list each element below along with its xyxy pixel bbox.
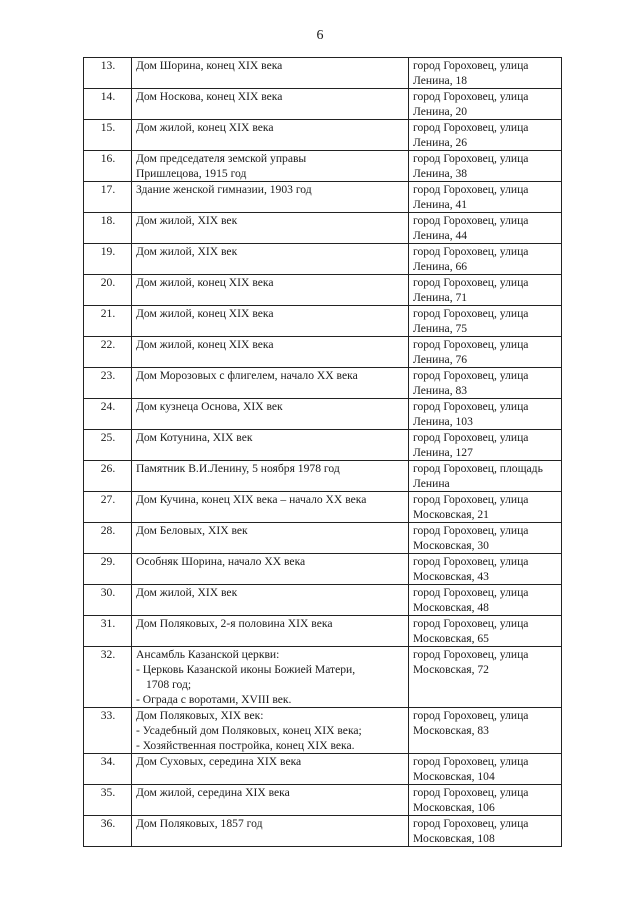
table-row [84, 754, 562, 785]
object-name-line: Дом жилой, конец XIX века [136, 307, 274, 320]
object-name-line: Дом жилой, XIX век [136, 586, 238, 599]
table-row [84, 616, 562, 647]
object-name-cell [132, 647, 409, 708]
object-address-cell [409, 368, 562, 399]
object-address-cell [409, 58, 562, 89]
row-number: 24. [84, 399, 132, 430]
table-row [84, 275, 562, 306]
object-address-cell [409, 492, 562, 523]
object-address-line: город Гороховец, улица [413, 586, 529, 599]
object-name-cell [132, 430, 409, 461]
object-address-line: город Гороховец, улица [413, 755, 529, 768]
object-name-line: Дом жилой, конец XIX века [136, 121, 274, 134]
object-name-cell [132, 368, 409, 399]
row-number: 17. [84, 182, 132, 213]
object-address-cell [409, 754, 562, 785]
table-row [84, 337, 562, 368]
object-name-line: Пришлецова, 1915 год [136, 167, 247, 180]
page-number: 6 [316, 28, 324, 43]
object-name-line: 1708 год; [146, 678, 192, 691]
table-row [84, 708, 562, 754]
object-name-cell [132, 616, 409, 647]
object-name-line: Ансамбль Казанской церкви: [136, 648, 280, 661]
object-address-line: Ленина, 66 [413, 260, 468, 273]
object-name-line: Дом Поляковых, 2-я половина XIX века [136, 617, 333, 630]
row-number: 26. [84, 461, 132, 492]
table-row [84, 368, 562, 399]
table-row [84, 151, 562, 182]
object-name-cell [132, 816, 409, 847]
table-row [84, 492, 562, 523]
object-address-line: город Гороховец, улица [413, 121, 529, 134]
object-name-line: Дом жилой, середина XIX века [136, 786, 290, 799]
object-address-line: город Гороховец, улица [413, 431, 529, 444]
table-body [84, 58, 562, 847]
table-row [84, 120, 562, 151]
object-name-cell [132, 89, 409, 120]
row-number: 13. [84, 58, 132, 89]
object-name-line: Дом Поляковых, XIX век: [136, 709, 264, 722]
object-name-cell [132, 399, 409, 430]
object-address-line: Московская, 43 [413, 570, 489, 583]
object-address-cell [409, 616, 562, 647]
object-name-line: Здание женской гимназии, 1903 год [136, 183, 312, 196]
object-name-cell [132, 213, 409, 244]
object-address-cell [409, 461, 562, 492]
object-address-line: Ленина, 71 [413, 291, 468, 304]
object-name-line: Дом Шорина, конец XIX века [136, 59, 283, 72]
object-address-line: город Гороховец, улица [413, 59, 529, 72]
table-row [84, 461, 562, 492]
object-address-cell [409, 275, 562, 306]
object-name-cell [132, 120, 409, 151]
row-number: 30. [84, 585, 132, 616]
object-address-line: город Гороховец, улица [413, 555, 529, 568]
object-address-line: Ленина, 44 [413, 229, 468, 242]
object-address-line: город Гороховец, улица [413, 90, 529, 103]
object-address-cell [409, 120, 562, 151]
object-address-line: город Гороховец, улица [413, 400, 529, 413]
object-address-line: Ленина [413, 477, 450, 490]
object-address-line: город Гороховец, улица [413, 524, 529, 537]
row-number: 23. [84, 368, 132, 399]
object-name-cell [132, 275, 409, 306]
object-name-cell [132, 708, 409, 754]
object-name-line: Памятник В.И.Ленину, 5 ноября 1978 год [136, 462, 340, 475]
row-number: 35. [84, 785, 132, 816]
object-address-line: Московская, 106 [413, 801, 495, 814]
object-address-line: город Гороховец, улица [413, 493, 529, 506]
object-address-cell [409, 399, 562, 430]
object-name-line: Дом Беловых, XIX век [136, 524, 248, 537]
object-address-line: город Гороховец, улица [413, 786, 529, 799]
object-address-line: город Гороховец, улица [413, 709, 529, 722]
row-number: 29. [84, 554, 132, 585]
object-address-line: Ленина, 20 [413, 105, 468, 118]
table-row [84, 58, 562, 89]
table-row [84, 430, 562, 461]
object-address-line: Ленина, 83 [413, 384, 468, 397]
object-address-line: Ленина, 41 [413, 198, 468, 211]
object-address-line: город Гороховец, улица [413, 369, 529, 382]
row-number: 14. [84, 89, 132, 120]
row-number: 18. [84, 213, 132, 244]
object-name-cell [132, 244, 409, 275]
object-address-line: город Гороховец, улица [413, 245, 529, 258]
object-address-cell [409, 708, 562, 754]
table-row [84, 89, 562, 120]
object-address-cell [409, 244, 562, 275]
object-name-line: Дом Кучина, конец XIX века – начало XX века [136, 493, 367, 506]
object-address-line: город Гороховец, площадь [413, 462, 543, 475]
object-address-line: город Гороховец, улица [413, 648, 529, 661]
object-address-line: Московская, 104 [413, 770, 495, 783]
object-name-line: - Ограда с воротами, XVIII век. [136, 693, 292, 706]
object-name-cell [132, 585, 409, 616]
object-address-cell [409, 151, 562, 182]
object-address-line: Ленина, 26 [413, 136, 468, 149]
object-address-cell [409, 213, 562, 244]
object-name-line: Дом Суховых, середина XIX века [136, 755, 302, 768]
object-address-line: Ленина, 103 [413, 415, 473, 428]
object-name-line: Дом председателя земской управы [136, 152, 307, 165]
row-number: 15. [84, 120, 132, 151]
object-address-cell [409, 785, 562, 816]
table-row [84, 554, 562, 585]
row-number: 19. [84, 244, 132, 275]
object-name-line: Дом Котунина, XIX век [136, 431, 253, 444]
object-name-line: - Церковь Казанской иконы Божией Матери, [136, 663, 356, 676]
table-row [84, 523, 562, 554]
object-address-line: город Гороховец, улица [413, 338, 529, 351]
object-address-cell [409, 337, 562, 368]
object-name-line: - Хозяйственная постройка, конец XIX века. [136, 739, 355, 752]
table-row [84, 244, 562, 275]
object-name-cell [132, 754, 409, 785]
object-address-line: Московская, 83 [413, 724, 489, 737]
object-address-line: Московская, 48 [413, 601, 489, 614]
row-number: 32. [84, 647, 132, 708]
object-address-line: Московская, 72 [413, 663, 489, 676]
row-number: 34. [84, 754, 132, 785]
object-address-line: Ленина, 38 [413, 167, 468, 180]
object-name-cell [132, 523, 409, 554]
row-number: 27. [84, 492, 132, 523]
object-name-cell [132, 337, 409, 368]
object-address-line: город Гороховец, улица [413, 183, 529, 196]
table-row [84, 816, 562, 847]
row-number: 36. [84, 816, 132, 847]
object-name-line: Дом жилой, XIX век [136, 245, 238, 258]
object-address-cell [409, 523, 562, 554]
table-row [84, 182, 562, 213]
object-name-line: Дом кузнеца Основа, XIX век [136, 400, 283, 413]
object-address-line: город Гороховец, улица [413, 214, 529, 227]
object-name-line: Особняк Шорина, начало XX века [136, 555, 306, 568]
object-address-line: Ленина, 18 [413, 74, 468, 87]
object-address-line: город Гороховец, улица [413, 276, 529, 289]
object-address-line: Ленина, 75 [413, 322, 468, 335]
object-address-cell [409, 585, 562, 616]
object-address-line: город Гороховец, улица [413, 617, 529, 630]
row-number: 33. [84, 708, 132, 754]
table-row [84, 399, 562, 430]
object-name-cell [132, 182, 409, 213]
row-number: 28. [84, 523, 132, 554]
object-name-line: Дом Носкова, конец XIX века [136, 90, 283, 103]
table-row [84, 785, 562, 816]
object-address-cell [409, 554, 562, 585]
object-address-cell [409, 306, 562, 337]
row-number: 22. [84, 337, 132, 368]
heritage-objects-table [83, 57, 562, 847]
object-name-cell [132, 306, 409, 337]
object-name-cell [132, 785, 409, 816]
table-row [84, 647, 562, 708]
object-address-line: город Гороховец, улица [413, 307, 529, 320]
object-name-line: Дом жилой, конец XIX века [136, 338, 274, 351]
row-number: 25. [84, 430, 132, 461]
table-row [84, 306, 562, 337]
object-address-cell [409, 182, 562, 213]
object-address-line: Московская, 21 [413, 508, 489, 521]
object-address-line: Московская, 65 [413, 632, 489, 645]
object-address-line: Ленина, 127 [413, 446, 473, 459]
object-name-cell [132, 58, 409, 89]
object-address-line: город Гороховец, улица [413, 817, 529, 830]
object-address-cell [409, 430, 562, 461]
table-row [84, 213, 562, 244]
object-address-line: Московская, 30 [413, 539, 489, 552]
row-number: 16. [84, 151, 132, 182]
object-name-cell [132, 492, 409, 523]
object-address-cell [409, 647, 562, 708]
object-address-line: Ленина, 76 [413, 353, 468, 366]
object-address-line: Московская, 108 [413, 832, 495, 845]
row-number: 20. [84, 275, 132, 306]
object-address-cell [409, 89, 562, 120]
row-number: 21. [84, 306, 132, 337]
object-name-cell [132, 554, 409, 585]
object-name-line: Дом Морозовых с флигелем, начало XX века [136, 369, 358, 382]
object-address-cell [409, 816, 562, 847]
row-number: 31. [84, 616, 132, 647]
object-address-line: город Гороховец, улица [413, 152, 529, 165]
object-name-line: Дом жилой, конец XIX века [136, 276, 274, 289]
object-name-line: - Усадебный дом Поляковых, конец XIX века; [136, 724, 362, 737]
table-row [84, 585, 562, 616]
object-name-cell [132, 151, 409, 182]
object-name-cell [132, 461, 409, 492]
object-name-line: Дом жилой, XIX век [136, 214, 238, 227]
object-name-line: Дом Поляковых, 1857 год [136, 817, 263, 830]
